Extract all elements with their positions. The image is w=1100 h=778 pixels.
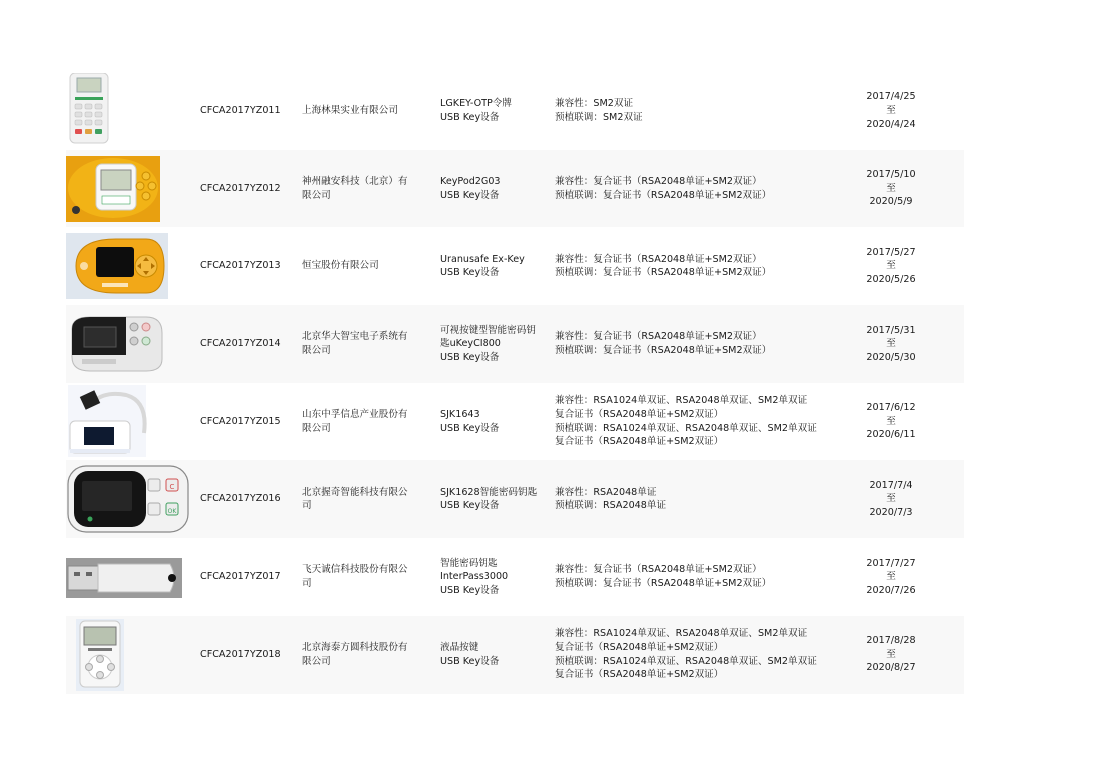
product-name: 液晶按键 USB Key设备 (440, 642, 500, 667)
validity-period: 2017/7/4 至 2020/7/3 (869, 479, 913, 519)
svg-text:OK: OK (167, 508, 177, 516)
device-photo (66, 616, 196, 694)
company-name: 上海林果实业有限公司 (302, 105, 398, 117)
cert-id: CFCA2017YZ017 (200, 571, 281, 583)
black-ok-key-icon (66, 463, 196, 535)
compatibility: 兼容性：SM2双证 预植联调：SM2双证 (555, 98, 643, 123)
device-photo (66, 460, 196, 538)
validity-period: 2017/4/25 至 2020/4/24 (866, 91, 916, 130)
company-name: 飞天诚信科技股份有限公司 (302, 564, 408, 589)
svg-text:C: C (169, 483, 175, 492)
device-photo (66, 150, 196, 228)
device-photo (66, 305, 196, 383)
compatibility: 兼容性：RSA1024单双证、RSA2048单双证、SM2单双证 复合证书（RSA2048单证+SM2双证） 预植联调：RSA1024单双证、RSA2048单双证、SM2单双证 复合证书（RSA2048单证+SM2双证） (555, 628, 817, 681)
table-row (66, 305, 964, 383)
validity-period: 2017/5/27 至 2020/5/26 (866, 246, 916, 286)
cert-id: CFCA2017YZ012 (200, 182, 281, 194)
validity-period: 2017/7/27 至 2020/7/26 (866, 557, 916, 596)
device-photo (66, 72, 196, 150)
cert-id: CFCA2017YZ013 (200, 260, 281, 272)
company-name: 恒宝股份有限公司 (302, 260, 379, 272)
compatibility: 兼容性：RSA1024单双证、RSA2048单双证、SM2单双证 复合证书（RSA2048单证+SM2双证） 预植联调：RSA1024单双证、RSA2048单双证、SM2单双证 复合证书（RSA2048单证+SM2双证） (555, 395, 817, 448)
validity-period: 2017/5/10 至 2020/5/9 (866, 169, 916, 208)
compatibility: 兼容性：RSA2048单证 预植联调：RSA2048单证 (555, 486, 667, 512)
compatibility: 兼容性：复合证书（RSA2048单证+SM2双证） 预植联调：复合证书（RSA2048单证+SM2双证） (555, 331, 772, 356)
white-lcd-key-icon (66, 617, 196, 693)
company-name: 北京海泰方圆科技股份有限公司 (302, 642, 408, 667)
company-name: 北京华大智宝电子系统有限公司 (302, 331, 408, 356)
table-row (66, 460, 964, 538)
validity-period: 2017/8/28 至 2020/8/27 (866, 635, 916, 674)
cable-key-icon (66, 385, 196, 459)
usb-stick-icon (66, 552, 196, 602)
company-name: 山东中孚信息产业股份有限公司 (302, 409, 408, 434)
yellow-exkey-icon (66, 231, 196, 301)
validity-period: 2017/5/31 至 2020/5/30 (866, 324, 916, 363)
cert-id: CFCA2017YZ016 (200, 493, 281, 505)
product-name: SJK1643 USB Key设备 (440, 409, 500, 434)
product-name: 智能密码钥匙 InterPass3000 USB Key设备 (440, 557, 509, 596)
device-photo (66, 383, 196, 461)
table-row (66, 538, 964, 616)
cert-id: CFCA2017YZ011 (200, 105, 281, 117)
device-photo (66, 227, 196, 305)
product-name: SJK1628智能密码钥匙USB Key设备 (440, 486, 538, 512)
yellow-keypod-icon (66, 154, 196, 224)
table-row (66, 616, 964, 694)
white-otp-token-icon (66, 73, 196, 149)
device-certification-table (66, 72, 964, 694)
compatibility: 兼容性：复合证书（RSA2048单证+SM2双证） 预植联调：复合证书（RSA2048单证+SM2双证） (555, 564, 772, 589)
compatibility: 兼容性：复合证书（RSA2048单证+SM2双证） 预植联调：复合证书（RSA2048单证+SM2双证） (555, 253, 772, 279)
company-name: 北京握奇智能科技有限公司 (302, 486, 408, 512)
compatibility: 兼容性：复合证书（RSA2048单证+SM2双证） 预植联调：复合证书（RSA2048单证+SM2双证） (555, 175, 772, 201)
product-name: LGKEY-OTP令牌 USB Key设备 (440, 98, 512, 123)
table-row (66, 150, 964, 228)
table-row (66, 383, 964, 461)
black-ukey-icon (66, 309, 196, 379)
cert-id: CFCA2017YZ014 (200, 338, 281, 350)
table-row (66, 72, 964, 150)
cert-id: CFCA2017YZ015 (200, 415, 281, 427)
validity-period: 2017/6/12 至 2020/6/11 (866, 402, 916, 441)
product-name: Uranusafe Ex-Key USB Key设备 (440, 253, 525, 279)
table-row (66, 227, 964, 305)
company-name: 神州融安科技（北京）有限公司 (302, 175, 408, 201)
product-name: KeyPod2G03 USB Key设备 (440, 175, 501, 201)
product-name: 可视按键型智能密码钥匙uKeyCI800 USB Key设备 (440, 324, 536, 363)
device-photo (66, 538, 196, 616)
cert-id: CFCA2017YZ018 (200, 648, 281, 660)
